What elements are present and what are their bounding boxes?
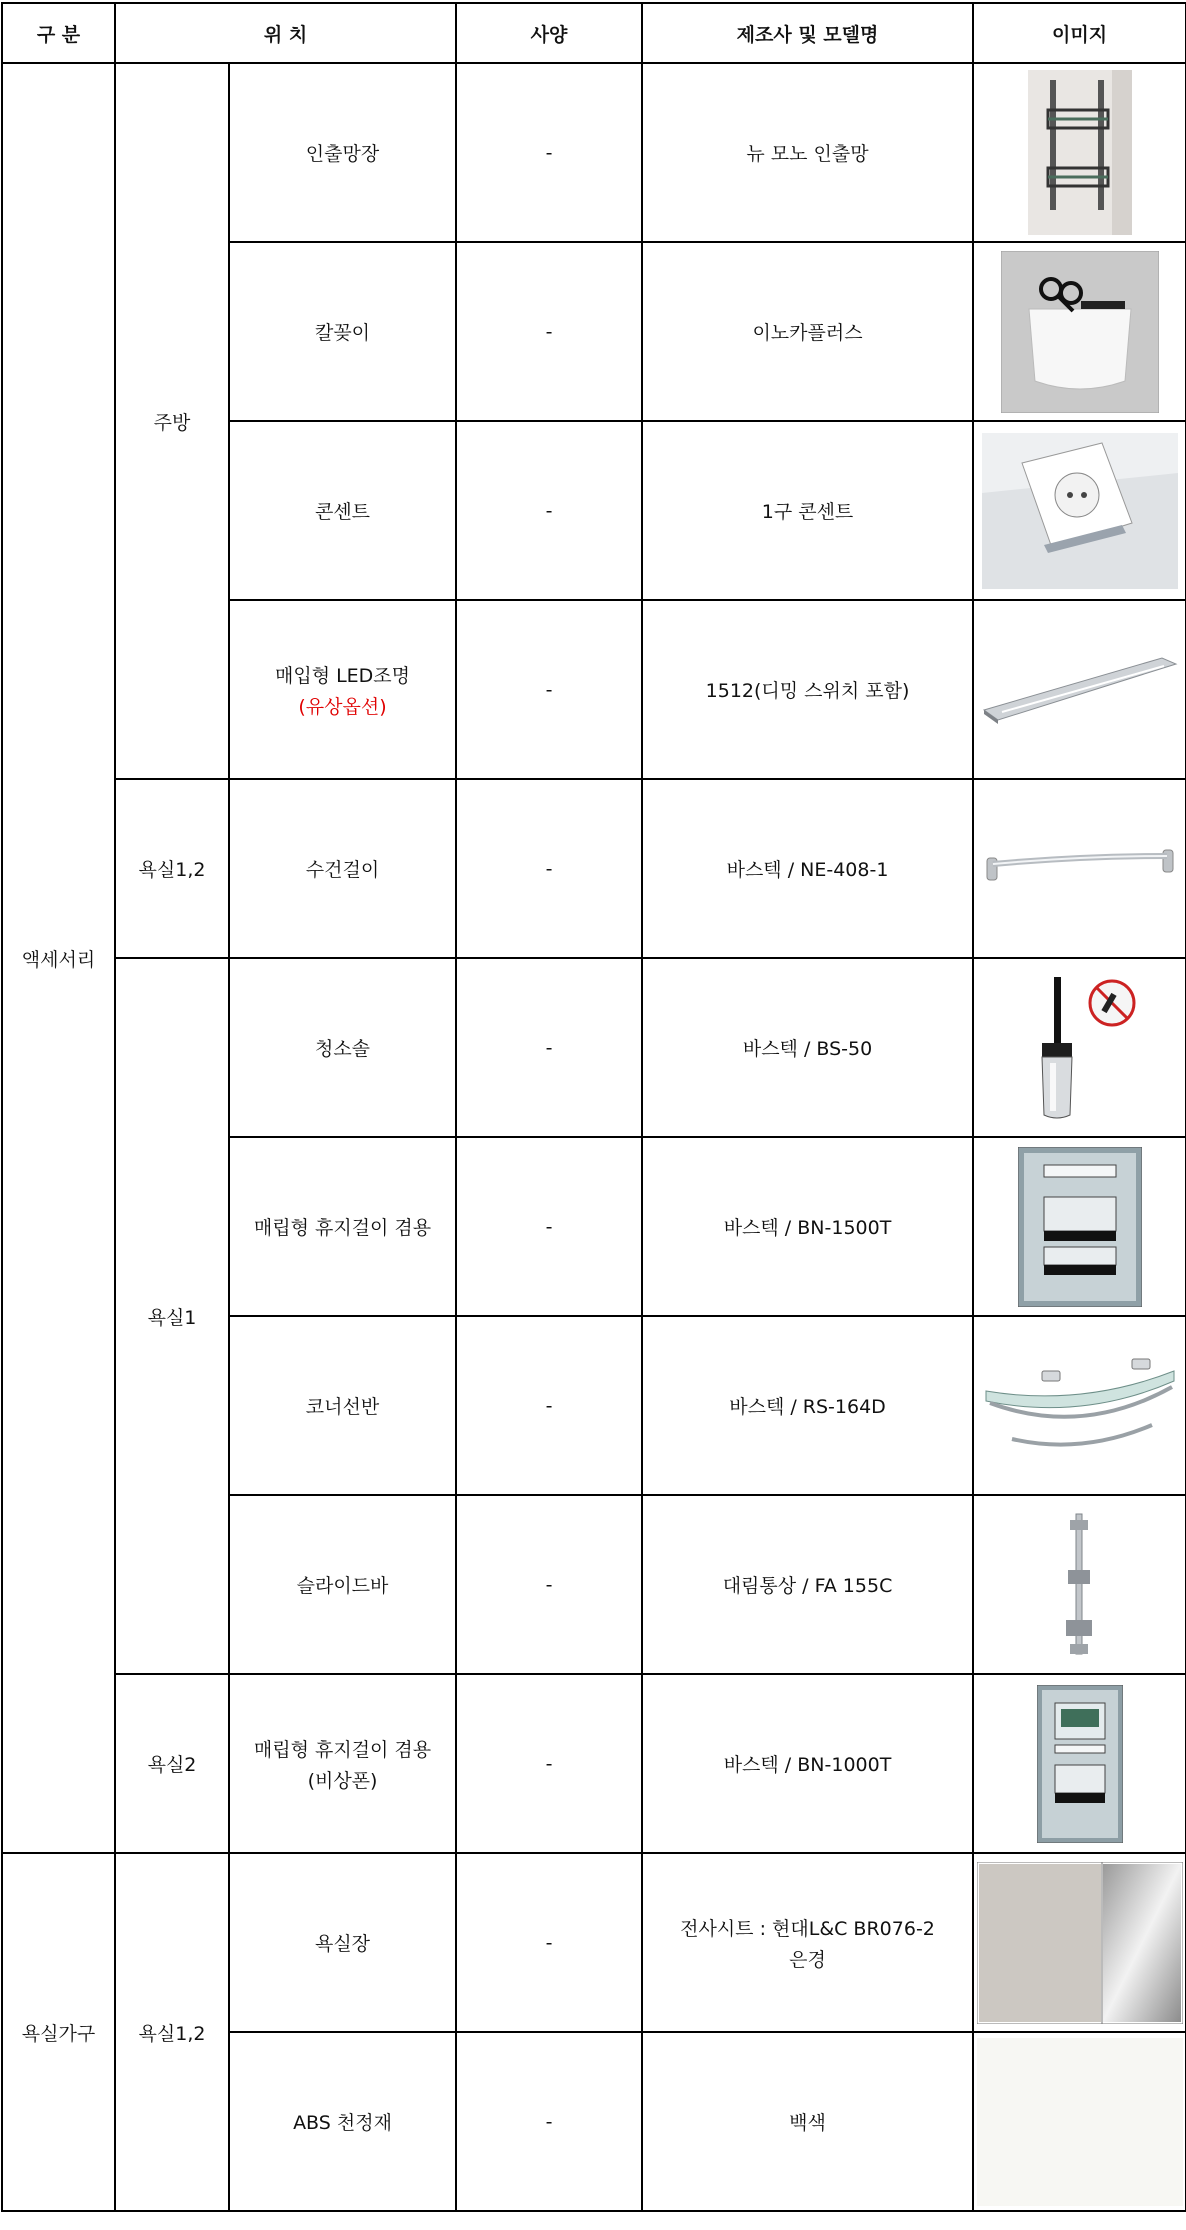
item-spec: - [456,958,642,1137]
item-name [229,1674,456,1853]
item-model: 바스텍 / NE-408-1 [642,779,973,958]
item-spec: - [456,1674,642,1853]
toilet-brush-icon [1020,973,1140,1123]
item-name: 칼꽂이 [229,242,456,421]
item-model: 1512(디밍 스위치 포함) [642,600,973,779]
item-image [973,779,1186,958]
item-name: 인출망장 [229,63,456,242]
item-label: 매립형 휴지걸이 겸용 [253,1738,432,1761]
item-model [642,1853,973,2032]
item-image [973,1674,1186,1853]
ceiling-panel-icon [977,2038,1183,2206]
item-model: 바스텍 / BS-50 [642,958,973,1137]
item-image [973,1853,1186,2032]
item-name [229,600,456,779]
item-spec: - [456,1137,642,1316]
item-image [973,242,1186,421]
item-label: 매입형 LED조명 [274,664,411,687]
slide-bar-icon [1050,1510,1110,1660]
item-model: 뉴 모노 인출망 [642,63,973,242]
led-bar-icon [982,650,1178,730]
table-row [2,63,1186,242]
table-row [2,958,1186,1137]
item-image [973,958,1186,1137]
item-image [973,600,1186,779]
item-spec: - [456,1316,642,1495]
room-bath2: 욕실2 [115,1674,229,1853]
item-spec: - [456,779,642,958]
item-name: ABS 천정재 [229,2032,456,2211]
corner-shelf-icon [982,1351,1178,1461]
item-image [973,1316,1186,1495]
item-model: 1구 콘센트 [642,421,973,600]
item-model: 대림통상 / FA 155C [642,1495,973,1674]
table-row [2,1853,1186,2032]
item-name: 코너선반 [229,1316,456,1495]
group-accessory: 액세서리 [2,63,115,1853]
item-name: 욕실장 [229,1853,456,2032]
item-model: 백색 [642,2032,973,2211]
table-row [2,779,1186,958]
item-spec: - [456,63,642,242]
item-image [973,1495,1186,1674]
outlet-icon [982,433,1178,589]
room-bath12: 욕실1,2 [115,779,229,958]
item-spec: - [456,242,642,421]
paid-option-label: (유상옵션) [298,695,387,718]
item-spec: - [456,1495,642,1674]
header-category: 구 분 [2,3,115,63]
header-maker-model: 제조사 및 모델명 [642,3,973,63]
towel-bar-icon [981,844,1179,894]
header-spec: 사양 [456,3,642,63]
header-row [2,3,1186,63]
bath-cabinet-icon [977,1862,1183,2024]
pull-out-basket-icon [1028,70,1132,235]
group-bath-furniture: 욕실가구 [2,1853,115,2211]
item-sub-label: (비상폰) [307,1769,378,1792]
item-model: 이노카플러스 [642,242,973,421]
knife-holder-icon [1001,251,1159,413]
item-name: 콘센트 [229,421,456,600]
item-image [973,63,1186,242]
paper-holder-icon [1018,1147,1142,1307]
model-sub-label: 은경 [789,1948,826,1971]
item-image [973,2032,1186,2211]
paper-holder-phone-icon [1037,1685,1123,1843]
item-model: 바스텍 / RS-164D [642,1316,973,1495]
room-bath1: 욕실1 [115,958,229,1674]
item-name: 슬라이드바 [229,1495,456,1674]
item-name: 수건걸이 [229,779,456,958]
item-image [973,1137,1186,1316]
room-bath12-furniture: 욕실1,2 [115,1853,229,2211]
item-image [973,421,1186,600]
item-name: 청소솔 [229,958,456,1137]
model-label: 전사시트 : 현대L&C BR076-2 [680,1917,935,1940]
table-row [2,1674,1186,1853]
item-name: 매립형 휴지걸이 겸용 [229,1137,456,1316]
spec-table [1,2,1186,2212]
item-model: 바스텍 / BN-1000T [642,1674,973,1853]
item-spec: - [456,1853,642,2032]
item-spec: - [456,600,642,779]
header-location: 위 치 [115,3,456,63]
item-spec: - [456,421,642,600]
item-spec: - [456,2032,642,2211]
header-image: 이미지 [973,3,1186,63]
room-kitchen: 주방 [115,63,229,779]
item-model: 바스텍 / BN-1500T [642,1137,973,1316]
